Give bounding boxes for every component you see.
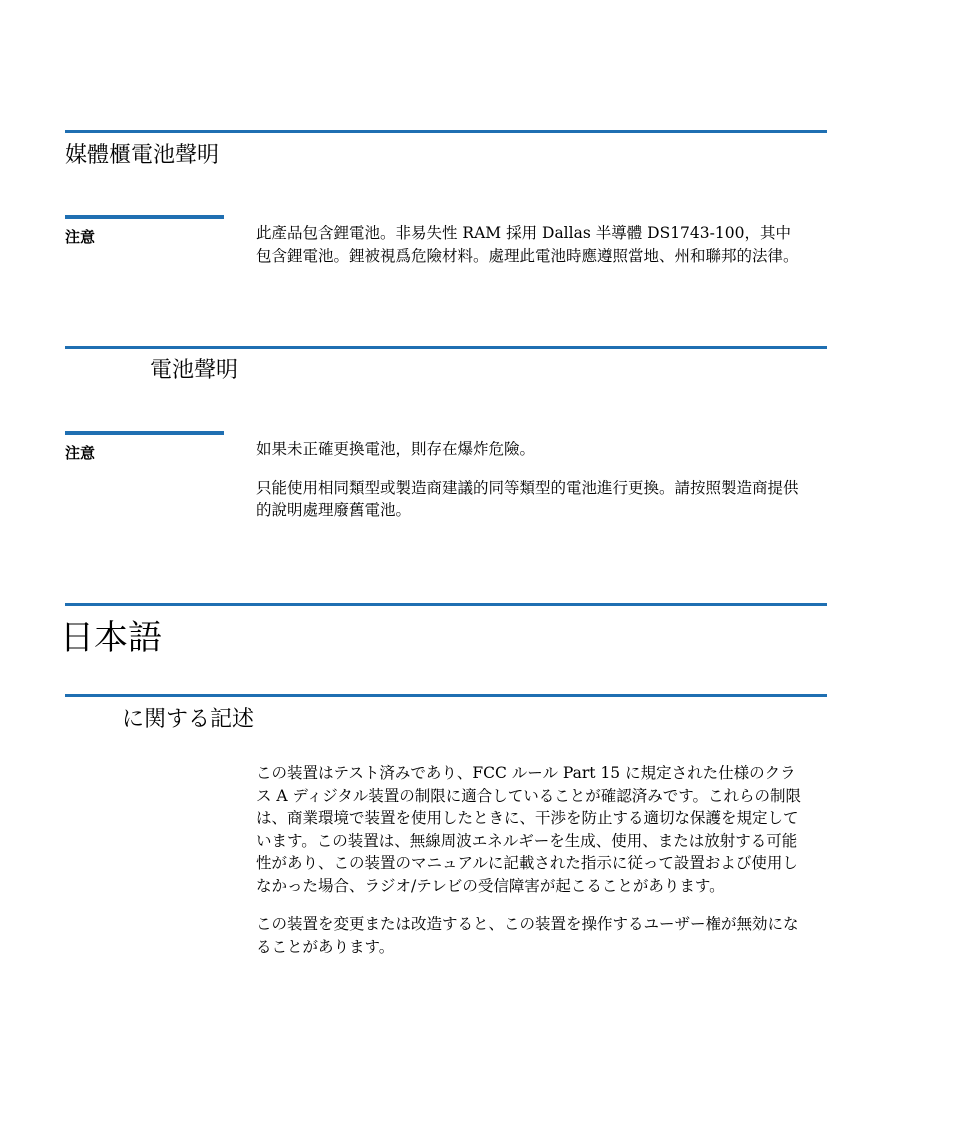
section-divider <box>65 346 827 349</box>
note-divider <box>65 431 224 435</box>
chapter-title-japanese: 日本語 <box>60 618 162 658</box>
vcci-paragraph: この装置を変更または改造すると、この装置を操作するユーザー権が無効になることがあります。 <box>256 915 799 956</box>
note-body <box>256 222 801 283</box>
note-paragraph: 此產品包含鋰電池。非易失性 RAM 採用 Dallas 半導體 DS1743-100，其中包含鋰電池。鋰被視爲危險材料。處理此電池時應遵照當地、州和聯邦的法律。 <box>256 224 799 265</box>
note-label: 注意 <box>65 228 96 246</box>
note-paragraph: 只能使用相同類型或製造商建議的同等類型的電池進行更換。請按照製造商提供的說明處理廢舊電池。 <box>256 478 799 519</box>
section-divider <box>65 694 827 697</box>
vcci-body <box>256 762 801 974</box>
note-paragraph: 如果未正確更換電池，則存在爆炸危險。 <box>256 440 536 458</box>
section-title-media-battery: 媒體櫃電池聲明 <box>65 143 220 168</box>
chapter-divider <box>65 603 827 606</box>
note-body <box>256 438 801 538</box>
section-divider <box>65 130 827 133</box>
vcci-paragraph: この装置はテスト済みであり、FCC ルール Part 15 に規定された仕様のクラス A ディジタル装置の制限に適合していることが確認済みです。これらの制限は、商業環境で装置を使用したときに、干渉を防止する適切な保護を規定しています。この装置は、無線周波エネルギーを生成、使用、または放射する可能性があり、この装置のマニュアルに記載された指示に従って設置および使用しなかった場合、ラジオ/テレビの受信障害が起こることがあります。 <box>256 764 801 895</box>
section-title-battery: 電池聲明 <box>150 358 239 383</box>
note-divider <box>65 215 224 219</box>
section-title-vcci: に関する記述 <box>122 707 255 732</box>
note-label: 注意 <box>65 444 96 462</box>
